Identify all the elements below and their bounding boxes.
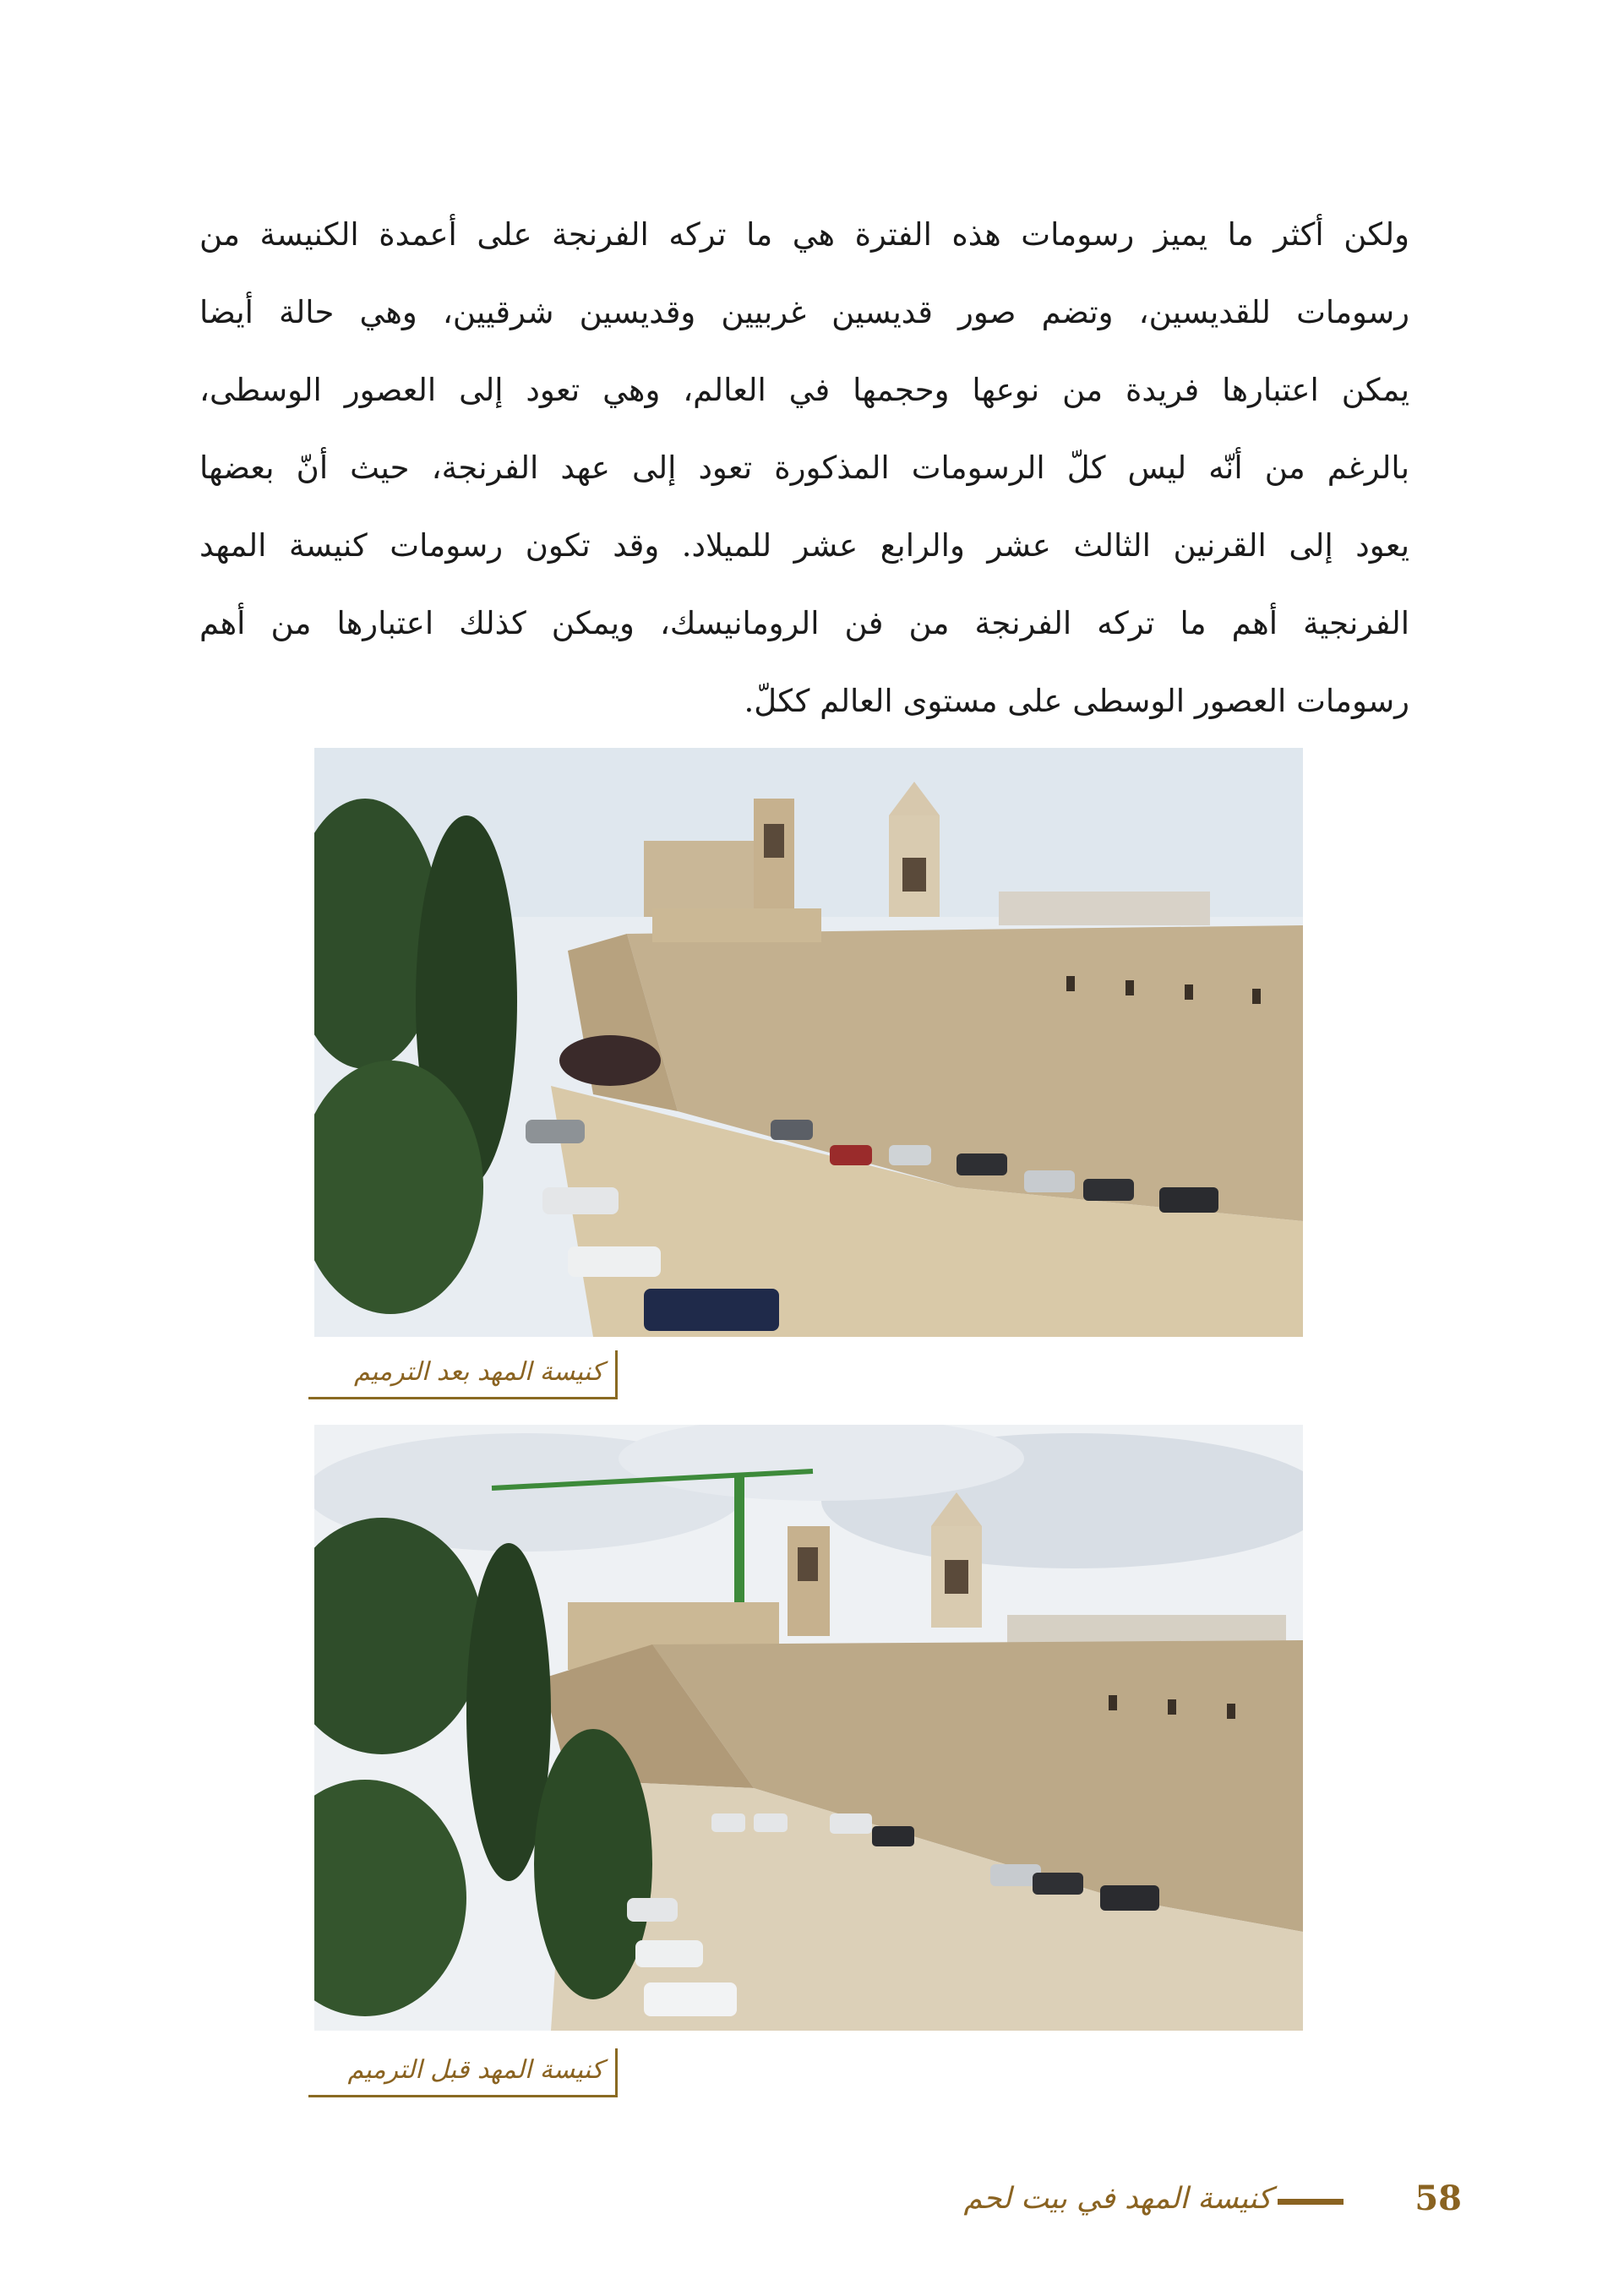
- photo-illustration: [314, 748, 1303, 1337]
- photo-caption: [308, 1350, 618, 1399]
- church-photo-before-restoration: [314, 1425, 1303, 2031]
- body-line: بالرغم من أنّه ليس كلّ الرسومات المذكورة تعود إلى عهد الفرنجة، حيث أنّ بعضها: [199, 450, 1409, 486]
- church-photo-after-restoration: [314, 748, 1303, 1337]
- photo-caption: [308, 2048, 618, 2097]
- body-line: يمكن اعتبارها فريدة من نوعها وحجمها في العالم، وهي تعود إلى العصور الوسطى،: [199, 372, 1409, 408]
- body-line: رسومات للقديسين، وتضم صور قديسين غربيين وقديسين شرقيين، وهي حالة أيضا: [199, 294, 1409, 330]
- photo-illustration: [314, 1425, 1303, 2031]
- body-line: يعود إلى القرنين الثالث عشر والرابع عشر للميلاد. وقد تكون رسومات كنيسة المهد: [199, 527, 1409, 564]
- body-line: ولكن أكثر ما يميز رسومات هذه الفترة هي ما تركه الفرنجة على أعمدة الكنيسة من: [199, 216, 1409, 253]
- caption-text: كنيسة المهد قبل الترميم: [347, 2055, 603, 2085]
- footer-rule: [1278, 2199, 1344, 2205]
- page-number: 58: [1414, 2179, 1462, 2218]
- body-line: الفرنجية أهم ما تركه الفرنجة من فن الرومانيسك، ويمكن كذلك اعتبارها من أهم: [199, 605, 1409, 641]
- footer-book-title: كنيسة المهد في بيت لحم: [963, 2182, 1272, 2216]
- page-footer: [963, 2179, 1479, 2229]
- body-paragraph: [199, 196, 1409, 740]
- caption-text: كنيسة المهد بعد الترميم: [354, 1357, 603, 1387]
- body-line: رسومات العصور الوسطى على مستوى العالم ككلّ.: [744, 683, 1409, 719]
